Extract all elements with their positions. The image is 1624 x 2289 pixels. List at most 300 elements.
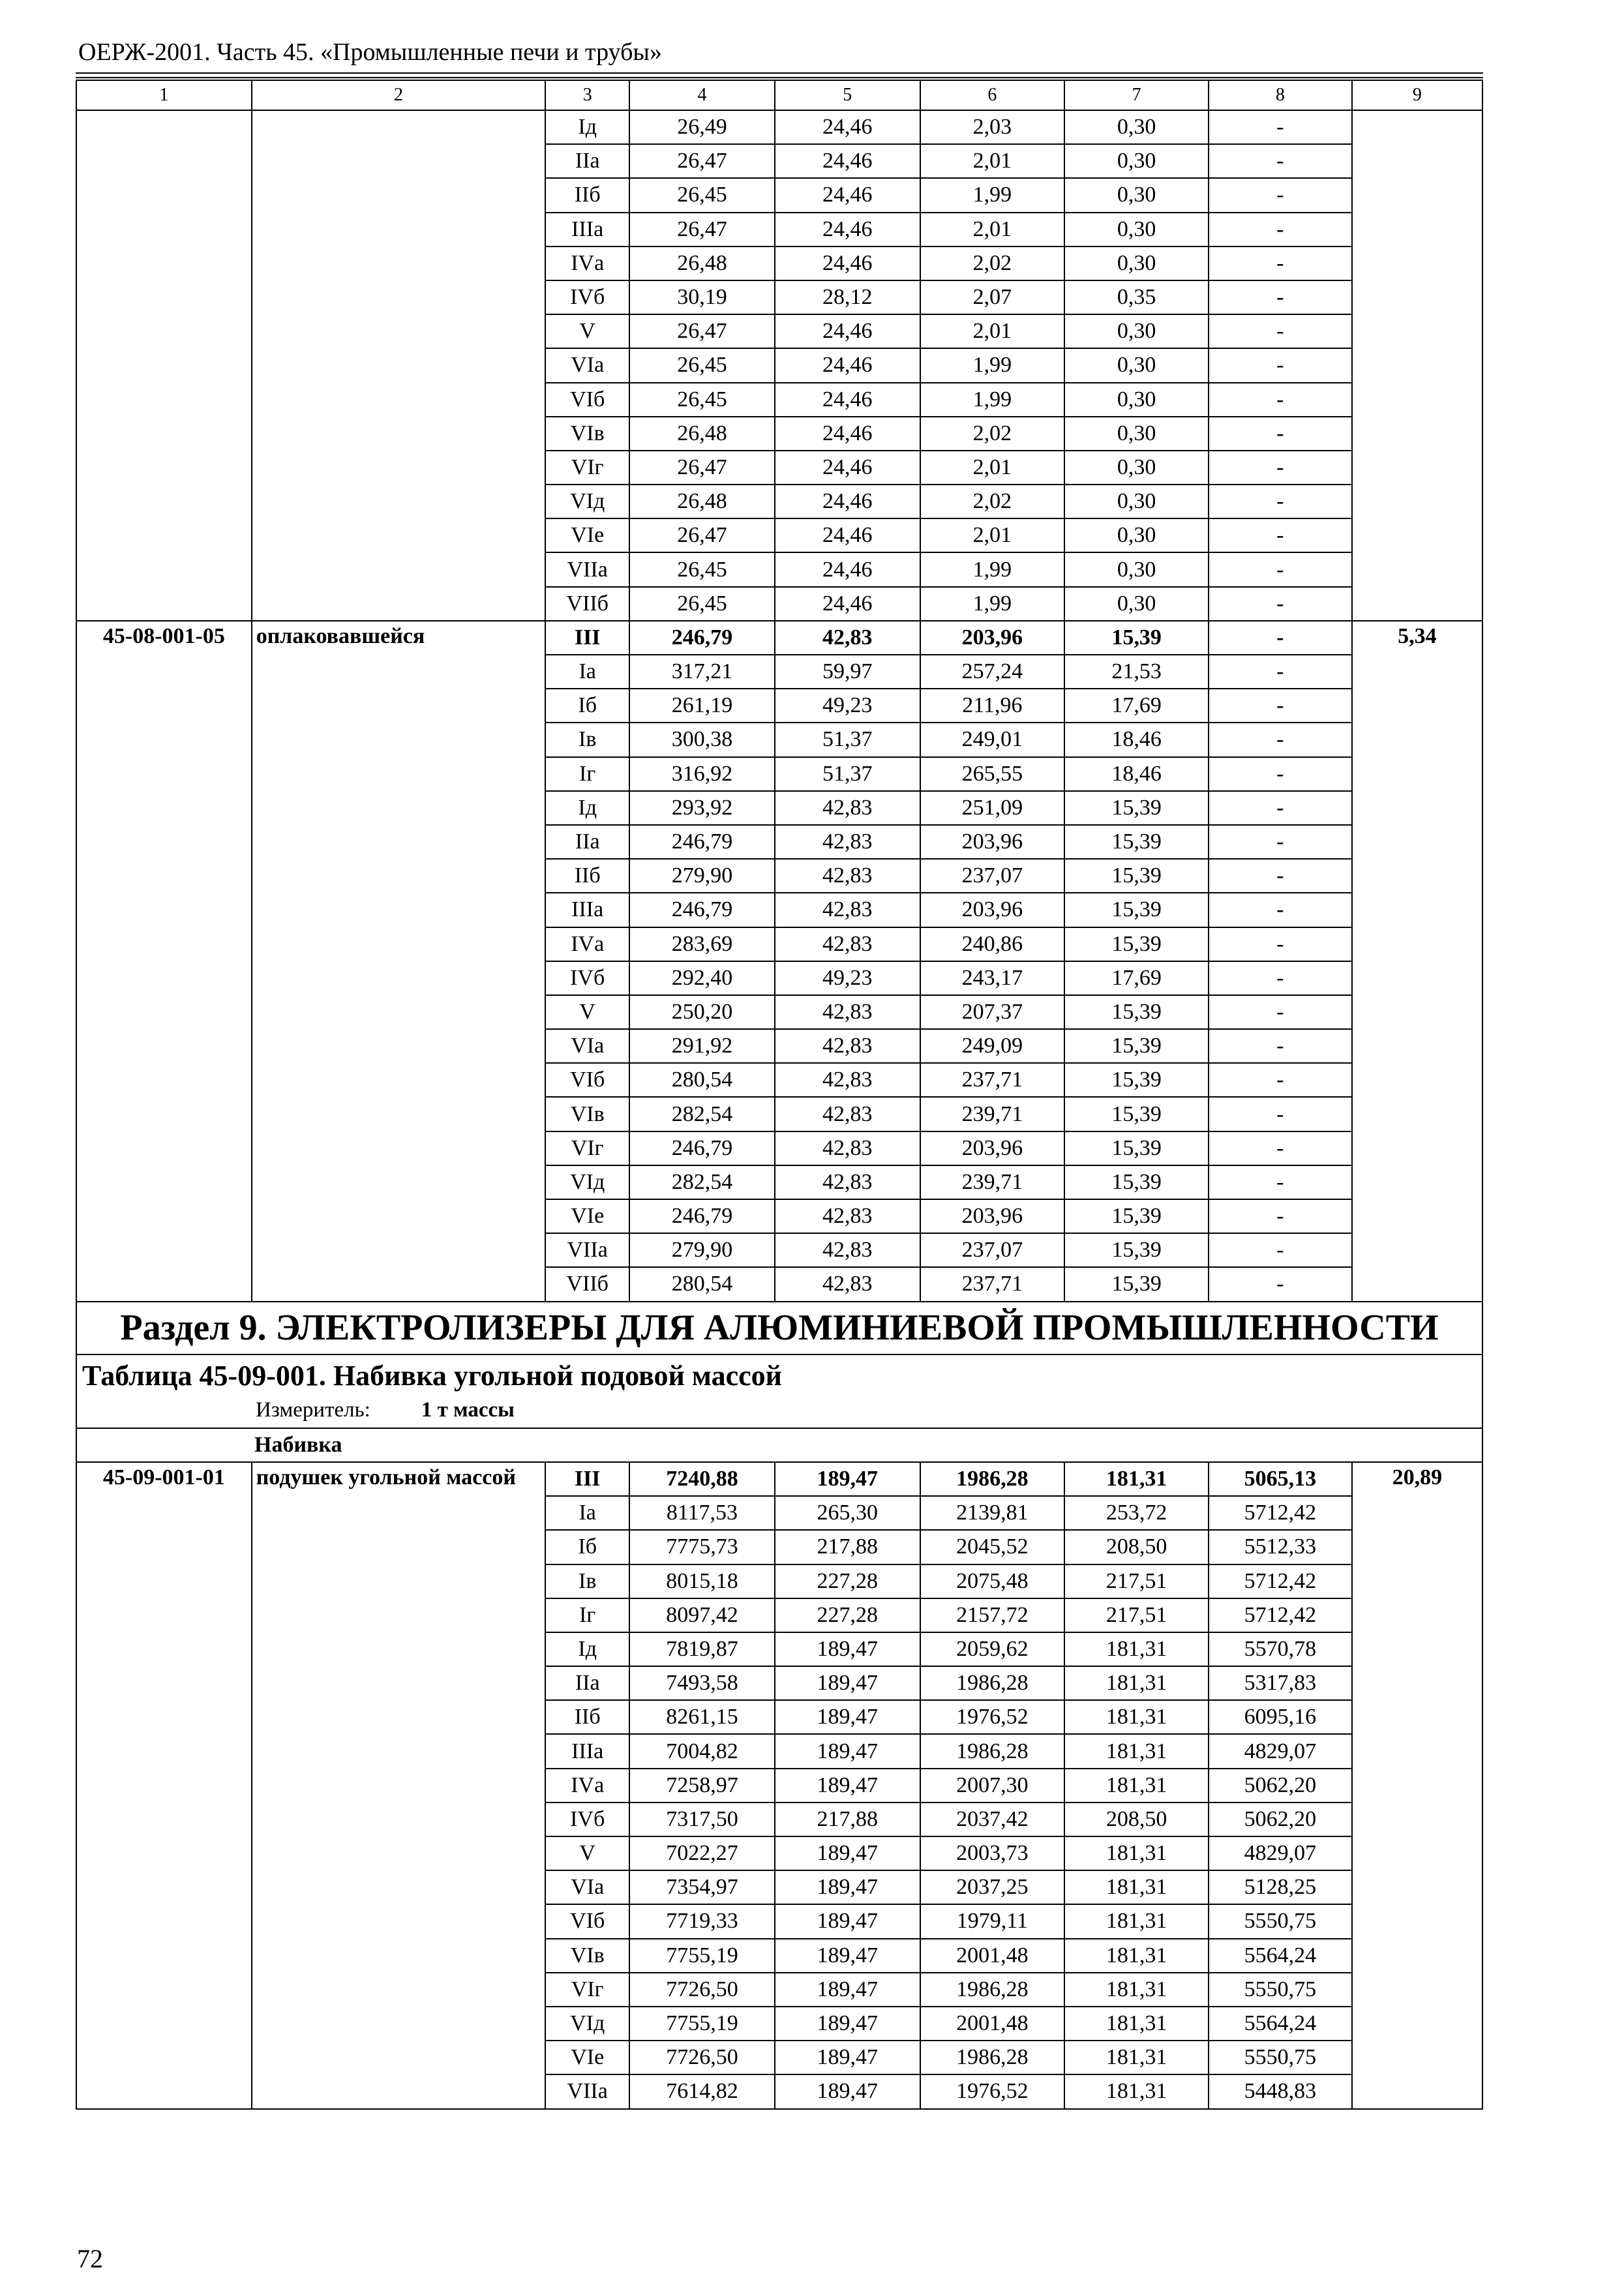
- labor-cost-cell: 217,88: [775, 1530, 920, 1564]
- region-cell: V: [545, 1836, 629, 1870]
- column-number-cell: 2: [252, 80, 546, 110]
- labor-cost-cell: 42,83: [775, 1199, 920, 1233]
- materials-cost-cell: 5062,20: [1209, 1803, 1352, 1836]
- materials-cost-cell: -: [1209, 893, 1352, 927]
- direct-cost-cell: 246,79: [629, 1131, 775, 1165]
- direct-cost-cell: 26,45: [629, 348, 775, 382]
- labor-cost-cell: 189,47: [775, 1904, 920, 1938]
- direct-cost-cell: 300,38: [629, 723, 775, 756]
- machine-cost-cell: 203,96: [920, 825, 1065, 859]
- direct-cost-cell: 279,90: [629, 1233, 775, 1267]
- operator-wage-cell: 0,30: [1064, 518, 1209, 552]
- labor-cost-cell: 189,47: [775, 2007, 920, 2041]
- machine-cost-cell: 207,37: [920, 995, 1065, 1029]
- region-cell: III: [545, 621, 629, 655]
- labor-cost-cell: 42,83: [775, 1063, 920, 1097]
- direct-cost-cell: 26,48: [629, 485, 775, 518]
- region-cell: IIа: [545, 144, 629, 178]
- operator-wage-cell: 0,35: [1064, 280, 1209, 314]
- region-cell: Iд: [545, 110, 629, 144]
- operator-wage-cell: 181,31: [1064, 1769, 1209, 1803]
- labor-cost-cell: 42,83: [775, 825, 920, 859]
- labor-cost-cell: 189,47: [775, 1836, 920, 1870]
- machine-cost-cell: 1,99: [920, 587, 1065, 621]
- region-cell: VIе: [545, 2041, 629, 2074]
- direct-cost-cell: 7354,97: [629, 1870, 775, 1904]
- machine-cost-cell: 1976,52: [920, 1700, 1065, 1734]
- direct-cost-cell: 246,79: [629, 893, 775, 927]
- region-cell: Iа: [545, 1496, 629, 1530]
- region-cell: VIе: [545, 1199, 629, 1233]
- labor-cost-cell: 24,46: [775, 552, 920, 586]
- column-number-cell: 6: [920, 80, 1065, 110]
- machine-cost-cell: 1976,52: [920, 2074, 1065, 2108]
- operator-wage-cell: 0,30: [1064, 587, 1209, 621]
- header-rule-bottom: [76, 77, 1483, 78]
- machine-cost-cell: 2037,42: [920, 1803, 1065, 1836]
- labor-cost-cell: 24,46: [775, 348, 920, 382]
- materials-cost-cell: -: [1209, 587, 1352, 621]
- table-title-block: [76, 1354, 1482, 1428]
- labor-cost-cell: 42,83: [775, 621, 920, 655]
- direct-cost-cell: 279,90: [629, 859, 775, 893]
- meter-value: 1 т массы: [421, 1398, 515, 1422]
- operator-wage-cell: 0,30: [1064, 485, 1209, 518]
- materials-cost-cell: -: [1209, 927, 1352, 961]
- materials-cost-cell: -: [1209, 961, 1352, 995]
- region-cell: VIв: [545, 1939, 629, 1973]
- operator-wage-cell: 21,53: [1064, 655, 1209, 689]
- item-code-cell: [76, 110, 252, 621]
- materials-cost-cell: -: [1209, 383, 1352, 417]
- materials-cost-cell: 4829,07: [1209, 1836, 1352, 1870]
- labor-cost-cell: 24,46: [775, 144, 920, 178]
- machine-cost-cell: 203,96: [920, 893, 1065, 927]
- materials-cost-cell: -: [1209, 1063, 1352, 1097]
- machine-cost-cell: 2,01: [920, 314, 1065, 348]
- direct-cost-cell: 7726,50: [629, 2041, 775, 2074]
- materials-cost-cell: -: [1209, 791, 1352, 825]
- section-row: [76, 1302, 1482, 1354]
- labor-cost-cell: 42,83: [775, 995, 920, 1029]
- machine-cost-cell: 2,01: [920, 518, 1065, 552]
- labor-cost-cell: 24,46: [775, 383, 920, 417]
- materials-cost-cell: 5512,33: [1209, 1530, 1352, 1564]
- direct-cost-cell: 26,47: [629, 213, 775, 247]
- labor-hours-cell: 5,34: [1352, 621, 1482, 1302]
- materials-cost-cell: -: [1209, 280, 1352, 314]
- labor-cost-cell: 189,47: [775, 1973, 920, 2007]
- materials-cost-cell: 5712,42: [1209, 1496, 1352, 1530]
- labor-cost-cell: 24,46: [775, 518, 920, 552]
- machine-cost-cell: 1986,28: [920, 1973, 1065, 2007]
- direct-cost-cell: 282,54: [629, 1097, 775, 1131]
- direct-cost-cell: 8015,18: [629, 1564, 775, 1598]
- labor-cost-cell: 189,47: [775, 2041, 920, 2074]
- operator-wage-cell: 15,39: [1064, 791, 1209, 825]
- materials-cost-cell: -: [1209, 1233, 1352, 1267]
- machine-cost-cell: 251,09: [920, 791, 1065, 825]
- region-cell: Iа: [545, 655, 629, 689]
- labor-cost-cell: 189,47: [775, 1462, 920, 1496]
- machine-cost-cell: 1979,11: [920, 1904, 1065, 1938]
- materials-cost-cell: 5712,42: [1209, 1598, 1352, 1632]
- column-number-cell: 5: [775, 80, 920, 110]
- machine-cost-cell: 2003,73: [920, 1836, 1065, 1870]
- region-cell: IIIа: [545, 893, 629, 927]
- materials-cost-cell: 5550,75: [1209, 1904, 1352, 1938]
- machine-cost-cell: 203,96: [920, 1131, 1065, 1165]
- direct-cost-cell: 246,79: [629, 1199, 775, 1233]
- operator-wage-cell: 15,39: [1064, 995, 1209, 1029]
- region-cell: Iв: [545, 1564, 629, 1598]
- labor-hours-cell: 20,89: [1352, 1462, 1482, 2109]
- machine-cost-cell: 243,17: [920, 961, 1065, 995]
- labor-cost-cell: 24,46: [775, 314, 920, 348]
- machine-cost-cell: 1,99: [920, 348, 1065, 382]
- materials-cost-cell: 5712,42: [1209, 1564, 1352, 1598]
- labor-cost-cell: 265,30: [775, 1496, 920, 1530]
- region-cell: VIд: [545, 2007, 629, 2041]
- labor-cost-cell: 24,46: [775, 417, 920, 451]
- machine-cost-cell: 2139,81: [920, 1496, 1065, 1530]
- operator-wage-cell: 0,30: [1064, 247, 1209, 280]
- materials-cost-cell: 5448,83: [1209, 2074, 1352, 2108]
- machine-cost-cell: 2007,30: [920, 1769, 1065, 1803]
- materials-cost-cell: -: [1209, 314, 1352, 348]
- region-cell: VIд: [545, 485, 629, 518]
- materials-cost-cell: -: [1209, 1165, 1352, 1199]
- region-cell: IVа: [545, 1769, 629, 1803]
- labor-cost-cell: 189,47: [775, 1939, 920, 1973]
- labor-cost-cell: 42,83: [775, 1097, 920, 1131]
- region-cell: IIа: [545, 825, 629, 859]
- direct-cost-cell: 8117,53: [629, 1496, 775, 1530]
- item-name-cell: оплаковавшейся: [252, 621, 546, 1302]
- region-cell: VIIа: [545, 552, 629, 586]
- operator-wage-cell: 15,39: [1064, 893, 1209, 927]
- operator-wage-cell: 15,39: [1064, 859, 1209, 893]
- materials-cost-cell: -: [1209, 451, 1352, 485]
- direct-cost-cell: 250,20: [629, 995, 775, 1029]
- operator-wage-cell: 181,31: [1064, 1462, 1209, 1496]
- page-number: 72: [77, 2244, 103, 2273]
- machine-cost-cell: 265,55: [920, 757, 1065, 791]
- region-cell: IVа: [545, 927, 629, 961]
- materials-cost-cell: -: [1209, 552, 1352, 586]
- region-cell: Iб: [545, 689, 629, 723]
- machine-cost-cell: 203,96: [920, 1199, 1065, 1233]
- region-cell: Iг: [545, 1598, 629, 1632]
- materials-cost-cell: -: [1209, 723, 1352, 756]
- operator-wage-cell: 0,30: [1064, 383, 1209, 417]
- operator-wage-cell: 15,39: [1064, 927, 1209, 961]
- region-cell: VIв: [545, 1097, 629, 1131]
- direct-cost-cell: 26,48: [629, 417, 775, 451]
- region-cell: IVб: [545, 1803, 629, 1836]
- labor-cost-cell: 227,28: [775, 1598, 920, 1632]
- region-cell: IIIа: [545, 213, 629, 247]
- region-cell: IIа: [545, 1666, 629, 1700]
- region-cell: IIб: [545, 1700, 629, 1734]
- direct-cost-cell: 7775,73: [629, 1530, 775, 1564]
- direct-cost-cell: 291,92: [629, 1029, 775, 1063]
- operator-wage-cell: 18,46: [1064, 757, 1209, 791]
- operator-wage-cell: 181,31: [1064, 2007, 1209, 2041]
- materials-cost-cell: -: [1209, 213, 1352, 247]
- page-header: ОЕРЖ-2001. Часть 45. «Промышленные печи и трубы»: [78, 38, 662, 66]
- operator-wage-cell: 15,39: [1064, 1233, 1209, 1267]
- operator-wage-cell: 181,31: [1064, 1666, 1209, 1700]
- rates-table: [76, 80, 1483, 2110]
- region-cell: IVа: [545, 247, 629, 280]
- direct-cost-cell: 316,92: [629, 757, 775, 791]
- materials-cost-cell: -: [1209, 1267, 1352, 1301]
- operator-wage-cell: 15,39: [1064, 1165, 1209, 1199]
- operator-wage-cell: 0,30: [1064, 552, 1209, 586]
- table-title: Таблица 45-09-001. Набивка угольной подовой массой: [82, 1359, 782, 1392]
- region-cell: Iд: [545, 791, 629, 825]
- machine-cost-cell: 2001,48: [920, 1939, 1065, 1973]
- labor-cost-cell: 189,47: [775, 1700, 920, 1734]
- column-number-cell: 8: [1209, 80, 1352, 110]
- materials-cost-cell: -: [1209, 655, 1352, 689]
- operator-wage-cell: 208,50: [1064, 1803, 1209, 1836]
- materials-cost-cell: 6095,16: [1209, 1700, 1352, 1734]
- item-code-cell: 45-09-001-01: [76, 1462, 252, 2109]
- region-cell: IIб: [545, 178, 629, 212]
- operator-wage-cell: 15,39: [1064, 1097, 1209, 1131]
- labor-cost-cell: 189,47: [775, 1769, 920, 1803]
- labor-cost-cell: 42,83: [775, 1165, 920, 1199]
- direct-cost-cell: 282,54: [629, 1165, 775, 1199]
- direct-cost-cell: 26,45: [629, 178, 775, 212]
- labor-cost-cell: 189,47: [775, 1632, 920, 1666]
- operator-wage-cell: 181,31: [1064, 1632, 1209, 1666]
- region-cell: IVб: [545, 280, 629, 314]
- machine-cost-cell: 2,02: [920, 417, 1065, 451]
- machine-cost-cell: 240,86: [920, 927, 1065, 961]
- labor-cost-cell: 51,37: [775, 757, 920, 791]
- column-number-cell: 3: [545, 80, 629, 110]
- machine-cost-cell: 237,71: [920, 1063, 1065, 1097]
- region-cell: VIг: [545, 1131, 629, 1165]
- materials-cost-cell: -: [1209, 859, 1352, 893]
- operator-wage-cell: 17,69: [1064, 689, 1209, 723]
- labor-cost-cell: 42,83: [775, 859, 920, 893]
- machine-cost-cell: 2,02: [920, 247, 1065, 280]
- operator-wage-cell: 253,72: [1064, 1496, 1209, 1530]
- labor-cost-cell: 42,83: [775, 791, 920, 825]
- materials-cost-cell: -: [1209, 417, 1352, 451]
- machine-cost-cell: 211,96: [920, 689, 1065, 723]
- subgroup-row: [76, 1428, 1482, 1462]
- materials-cost-cell: -: [1209, 485, 1352, 518]
- machine-cost-cell: 237,07: [920, 859, 1065, 893]
- machine-cost-cell: 2059,62: [920, 1632, 1065, 1666]
- direct-cost-cell: 26,47: [629, 314, 775, 348]
- column-numbers-row: [76, 80, 1482, 110]
- materials-cost-cell: -: [1209, 178, 1352, 212]
- meter-label: Измеритель:: [256, 1398, 370, 1422]
- materials-cost-cell: 4829,07: [1209, 1734, 1352, 1768]
- labor-hours-cell: [1352, 110, 1482, 621]
- machine-cost-cell: 203,96: [920, 621, 1065, 655]
- region-cell: VIIа: [545, 1233, 629, 1267]
- region-cell: VIа: [545, 1029, 629, 1063]
- column-number-cell: 4: [629, 80, 775, 110]
- column-number-cell: 1: [76, 80, 252, 110]
- direct-cost-cell: 7755,19: [629, 2007, 775, 2041]
- labor-cost-cell: 42,83: [775, 927, 920, 961]
- region-cell: VIIб: [545, 1267, 629, 1301]
- operator-wage-cell: 0,30: [1064, 348, 1209, 382]
- region-cell: VIа: [545, 1870, 629, 1904]
- region-cell: IIIа: [545, 1734, 629, 1768]
- item-code-cell: 45-08-001-05: [76, 621, 252, 1302]
- machine-cost-cell: 249,09: [920, 1029, 1065, 1063]
- direct-cost-cell: 7819,87: [629, 1632, 775, 1666]
- machine-cost-cell: 2,01: [920, 451, 1065, 485]
- region-cell: IVб: [545, 961, 629, 995]
- header-rule-top: [76, 72, 1483, 74]
- machine-cost-cell: 2,07: [920, 280, 1065, 314]
- materials-cost-cell: 5065,13: [1209, 1462, 1352, 1496]
- region-cell: IIб: [545, 859, 629, 893]
- item-name-cell: [252, 110, 546, 621]
- materials-cost-cell: -: [1209, 518, 1352, 552]
- materials-cost-cell: 5564,24: [1209, 2007, 1352, 2041]
- region-cell: V: [545, 995, 629, 1029]
- direct-cost-cell: 26,45: [629, 383, 775, 417]
- materials-cost-cell: 5550,75: [1209, 2041, 1352, 2074]
- labor-cost-cell: 189,47: [775, 1870, 920, 1904]
- region-cell: III: [545, 1462, 629, 1496]
- operator-wage-cell: 208,50: [1064, 1530, 1209, 1564]
- machine-cost-cell: 239,71: [920, 1097, 1065, 1131]
- operator-wage-cell: 15,39: [1064, 621, 1209, 655]
- operator-wage-cell: 0,30: [1064, 451, 1209, 485]
- operator-wage-cell: 181,31: [1064, 1870, 1209, 1904]
- direct-cost-cell: 26,45: [629, 587, 775, 621]
- subgroup-title: Набивка: [76, 1428, 1482, 1462]
- direct-cost-cell: 293,92: [629, 791, 775, 825]
- region-cell: VIг: [545, 1973, 629, 2007]
- item-name-cell: подушек угольной массой: [252, 1462, 546, 2109]
- direct-cost-cell: 261,19: [629, 689, 775, 723]
- direct-cost-cell: 292,40: [629, 961, 775, 995]
- machine-cost-cell: 2,02: [920, 485, 1065, 518]
- direct-cost-cell: 26,47: [629, 451, 775, 485]
- operator-wage-cell: 0,30: [1064, 314, 1209, 348]
- materials-cost-cell: -: [1209, 1029, 1352, 1063]
- machine-cost-cell: 237,07: [920, 1233, 1065, 1267]
- machine-cost-cell: 1986,28: [920, 1666, 1065, 1700]
- direct-cost-cell: 26,45: [629, 552, 775, 586]
- direct-cost-cell: 246,79: [629, 621, 775, 655]
- direct-cost-cell: 280,54: [629, 1267, 775, 1301]
- machine-cost-cell: 239,71: [920, 1165, 1065, 1199]
- region-cell: Iг: [545, 757, 629, 791]
- operator-wage-cell: 15,39: [1064, 1267, 1209, 1301]
- section-title: Раздел 9. ЭЛЕКТРОЛИЗЕРЫ ДЛЯ АЛЮМИНИЕВОЙ ПРОМЫШЛЕННОСТИ: [76, 1302, 1482, 1354]
- direct-cost-cell: 280,54: [629, 1063, 775, 1097]
- machine-cost-cell: 2001,48: [920, 2007, 1065, 2041]
- labor-cost-cell: 42,83: [775, 1029, 920, 1063]
- table-title-row: [76, 1354, 1482, 1428]
- machine-cost-cell: 2037,25: [920, 1870, 1065, 1904]
- machine-cost-cell: 1986,28: [920, 2041, 1065, 2074]
- labor-cost-cell: 24,46: [775, 587, 920, 621]
- direct-cost-cell: 283,69: [629, 927, 775, 961]
- direct-cost-cell: 7022,27: [629, 1836, 775, 1870]
- machine-cost-cell: 1986,28: [920, 1734, 1065, 1768]
- labor-cost-cell: 42,83: [775, 893, 920, 927]
- operator-wage-cell: 15,39: [1064, 1131, 1209, 1165]
- machine-cost-cell: 257,24: [920, 655, 1065, 689]
- materials-cost-cell: -: [1209, 144, 1352, 178]
- machine-cost-cell: 1,99: [920, 552, 1065, 586]
- machine-cost-cell: 2,01: [920, 213, 1065, 247]
- direct-cost-cell: 7317,50: [629, 1803, 775, 1836]
- labor-cost-cell: 24,46: [775, 213, 920, 247]
- operator-wage-cell: 15,39: [1064, 1029, 1209, 1063]
- materials-cost-cell: -: [1209, 110, 1352, 144]
- operator-wage-cell: 0,30: [1064, 110, 1209, 144]
- operator-wage-cell: 0,30: [1064, 178, 1209, 212]
- direct-cost-cell: 7719,33: [629, 1904, 775, 1938]
- meter-line: [82, 1399, 1477, 1421]
- direct-cost-cell: 26,47: [629, 144, 775, 178]
- materials-cost-cell: 5062,20: [1209, 1769, 1352, 1803]
- operator-wage-cell: 181,31: [1064, 1700, 1209, 1734]
- materials-cost-cell: 5128,25: [1209, 1870, 1352, 1904]
- direct-cost-cell: 246,79: [629, 825, 775, 859]
- operator-wage-cell: 181,31: [1064, 1836, 1209, 1870]
- labor-cost-cell: 24,46: [775, 247, 920, 280]
- region-cell: Iд: [545, 1632, 629, 1666]
- operator-wage-cell: 181,31: [1064, 1939, 1209, 1973]
- table-row: [76, 1462, 1482, 1496]
- direct-cost-cell: 8097,42: [629, 1598, 775, 1632]
- materials-cost-cell: 5564,24: [1209, 1939, 1352, 1973]
- materials-cost-cell: -: [1209, 995, 1352, 1029]
- materials-cost-cell: -: [1209, 757, 1352, 791]
- labor-cost-cell: 42,83: [775, 1267, 920, 1301]
- materials-cost-cell: 5317,83: [1209, 1666, 1352, 1700]
- direct-cost-cell: 7240,88: [629, 1462, 775, 1496]
- labor-cost-cell: 189,47: [775, 1734, 920, 1768]
- direct-cost-cell: 7258,97: [629, 1769, 775, 1803]
- direct-cost-cell: 7493,58: [629, 1666, 775, 1700]
- operator-wage-cell: 0,30: [1064, 417, 1209, 451]
- operator-wage-cell: 0,30: [1064, 144, 1209, 178]
- materials-cost-cell: -: [1209, 621, 1352, 655]
- materials-cost-cell: -: [1209, 689, 1352, 723]
- region-cell: VIб: [545, 383, 629, 417]
- labor-cost-cell: 227,28: [775, 1564, 920, 1598]
- direct-cost-cell: 7614,82: [629, 2074, 775, 2108]
- region-cell: VIд: [545, 1165, 629, 1199]
- machine-cost-cell: 2045,52: [920, 1530, 1065, 1564]
- labor-cost-cell: 24,46: [775, 178, 920, 212]
- labor-cost-cell: 28,12: [775, 280, 920, 314]
- direct-cost-cell: 317,21: [629, 655, 775, 689]
- direct-cost-cell: 7755,19: [629, 1939, 775, 1973]
- direct-cost-cell: 8261,15: [629, 1700, 775, 1734]
- machine-cost-cell: 2075,48: [920, 1564, 1065, 1598]
- labor-cost-cell: 189,47: [775, 1666, 920, 1700]
